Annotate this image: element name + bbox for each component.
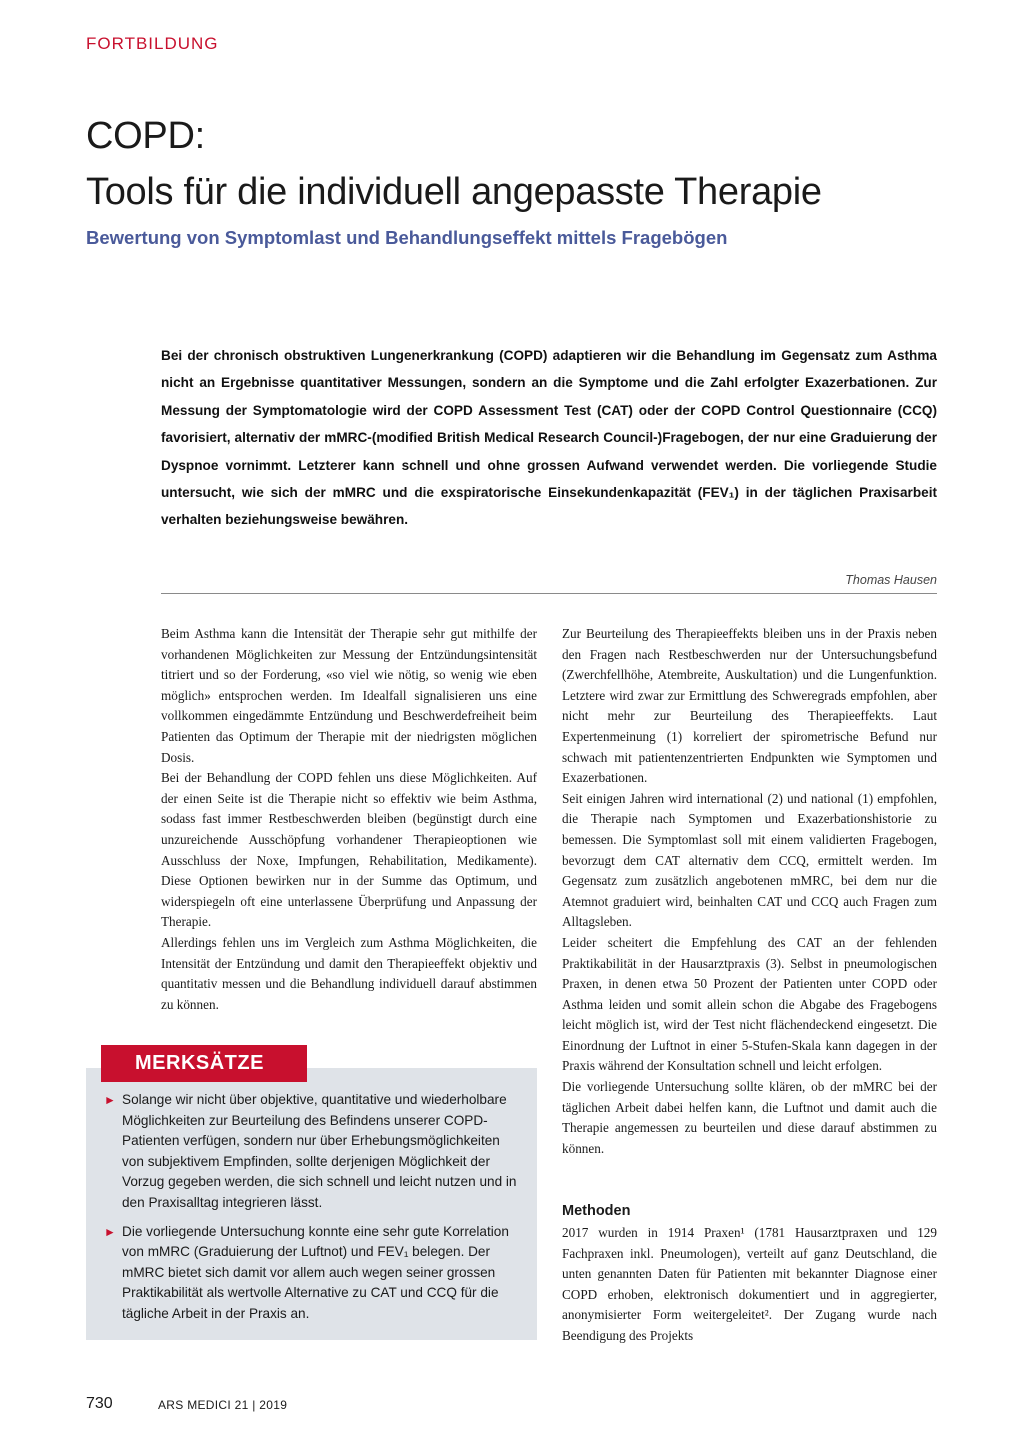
title-line-1: COPD:	[86, 115, 205, 157]
article-subtitle: Bewertung von Symptomlast und Behandlungseffekt mittels Fragebögen	[86, 227, 728, 248]
methods-heading: Methoden	[562, 1203, 631, 1219]
journal-name: ARS MEDICI 21 | 2019	[158, 1398, 288, 1412]
merksaetze-title: MERKSÄTZE	[101, 1045, 307, 1082]
body-paragraph: Allerdings fehlen uns im Vergleich zum Asthma Möglichkeiten, die Intensität der Entzündung und damit den Therapieeffekt objektiv und quantitativ messen und die Behandlung individuell darauf abstimmen zu können.	[161, 934, 537, 1012]
merksatz-item	[104, 1090, 522, 1214]
section-label: FORTBILDUNG	[86, 34, 219, 53]
merksatz-item	[104, 1222, 522, 1325]
title-line-2: Tools für die individuell angepasste Therapie	[86, 171, 822, 213]
merksatz-text: Solange wir nicht über objektive, quantitative und wiederholbare Möglichkeiten zur Beurteilung des Befindens unserer COPD-Patienten verfügen, sondern nur über Erhebungsmöglichkeiten von subjektivem Empfinden, sollte derjenigen Möglichkeit der Vorzug gegeben werden, die sich schnell und leicht nutzen und in den Praxisalltag integrieren lässt.	[122, 1092, 517, 1210]
author-name: Thomas Hausen	[845, 573, 937, 587]
body-paragraph: Beim Asthma kann die Intensität der Therapie sehr gut mithilfe der vorhandenen Möglichkeiten zur Messung der Entzündungsintensität titriert und so der Forderung, «so viel wie nötig, so wenig wie eben möglich» entsprochen werden. Im Idealfall signalisieren uns eine vollkommen eingedämmte Entzündung und Beschwerdefreiheit beim Patienten das Optimum der Therapie mit der niedrigsten möglichen Dosis.	[161, 626, 537, 765]
triangle-bullet-icon: ►	[104, 1224, 116, 1239]
article-title	[86, 108, 966, 220]
body-paragraph: Seit einigen Jahren wird international (2) und national (1) empfohlen, die Therapie nach Symptomen und Exazerbationshistorie zu bemessen. Die Symptomlast soll mit einem validierten Fragebogen, bevorzugt dem CAT alternativ dem CCQ, ermittelt werden. Im Gegensatz zum zusätzlich angebotenen mMRC, bei dem nur die Atemnot graduiert wird, beinhalten CAT und CCQ auch Fragen zum Alltagsleben.	[562, 790, 937, 930]
body-paragraph: Bei der Behandlung der COPD fehlen uns diese Möglichkeiten. Auf der einen Seite ist die Therapie nicht so effektiv wie beim Asthma, sodass fast immer Restbeschwerden bleiben (begünstigt durch eine unzureichende Ausschöpfung vorhandener Therapieoptionen wie Ausschluss der Noxe, Impfungen, Rehabilitation, Medikamente). Diese Optionen bewirken nur in der Summe das Optimum, und widerspiegeln oft eine unterlassene Überprüfung und Anpassung der Therapie.	[161, 770, 537, 930]
body-paragraph: Die vorliegende Untersuchung sollte klären, ob der mMRC bei der täglichen Arbeit dabei helfen kann, die Luftnot und damit auch die Therapie angemessen zu beurteilen und diese darauf abstimmen zu können.	[562, 1079, 937, 1156]
lead-paragraph: Bei der chronisch obstruktiven Lungenerkrankung (COPD) adaptieren wir die Behandlung im Gegensatz zum Asthma nicht an Ergebnisse quantitativer Messungen, sondern an die Symptome und die Zahl erfolgter Exazerbationen. Zur Messung der Symptomatologie wird der COPD Assessment Test (CAT) oder der COPD Control Questionnaire (CCQ) favorisiert, alternativ der mMRC-(modified British Medical Research Council-)Fragebogen, der nur eine Graduierung der Dyspnoe vornimmt. Letzterer kann schnell und ohne grossen Aufwand verwendet werden. Die vorliegende Studie untersucht, wie sich der mMRC und die exspiratorische Einsekundenkapazität (FEV₁) in der täglichen Praxisarbeit verhalten beziehungsweise bewähren.	[161, 348, 937, 528]
methods-section	[562, 1200, 937, 1347]
body-paragraph: Leider scheitert die Empfehlung des CAT an der fehlenden Praktikabilität in der Hausarztpraxis (3). Selbst in pneumologischen Praxen, in denen etwa 50 Prozent der Patienten unter COPD oder Asthma leiden und somit allein schon die Abgabe des Fragebogens leicht möglich ist, wird der Test nicht flächendeckend eingesetzt. Die Einordnung der Luftnot in einer 5-Stufen-Skala kann dagegen in der Praxis während der Konsultation schnell und leicht erfolgen.	[562, 934, 937, 1074]
merksatz-text: Die vorliegende Untersuchung konnte eine sehr gute Korrelation von mMRC (Graduierung der Luftnot) und FEV₁ belegen. Der mMRC bietet sich damit vor allem auch wegen seiner grossen Praktikabilität als wertvolle Alternative zu CAT und CCQ für die tägliche Arbeit in der Praxis an.	[122, 1223, 509, 1321]
page-number: 730	[86, 1395, 113, 1412]
body-column-left	[161, 624, 537, 1015]
merksaetze-list	[104, 1090, 522, 1333]
methods-paragraph: 2017 wurden in 1914 Praxen¹ (1781 Hausarztpraxen und 129 Fachpraxen inkl. Pneumologen), verteilt auf ganz Deutschland, die unten genannten Daten für Patienten mit bekannter Diagnose einer COPD erhoben, elektronisch dokumentiert und in aggregierter, anonymisierter Form weitergeleitet². Der Zugang wurde nach Beendigung des Projekts	[562, 1225, 937, 1343]
body-column-right	[562, 624, 937, 1159]
triangle-bullet-icon: ►	[104, 1093, 116, 1107]
divider	[161, 593, 937, 594]
body-paragraph: Zur Beurteilung des Therapieeffekts bleiben uns in der Praxis neben den Fragen nach Restbeschwerden nur der Untersuchungsbefund (Zwerchfellhöhe, Atembreite, Auskultation) und die Lungenfunktion. Letztere wird zwar zur Ermittlung des Schweregrads empfohlen, aber nicht mehr zur Beurteilung des Therapieeffekts. Laut Expertenmeinung (1) korreliert der spirometrische Befund nur schwach mit patientenzentrierten Endpunkten wie Symptomen und Exazerbationen.	[562, 626, 937, 786]
